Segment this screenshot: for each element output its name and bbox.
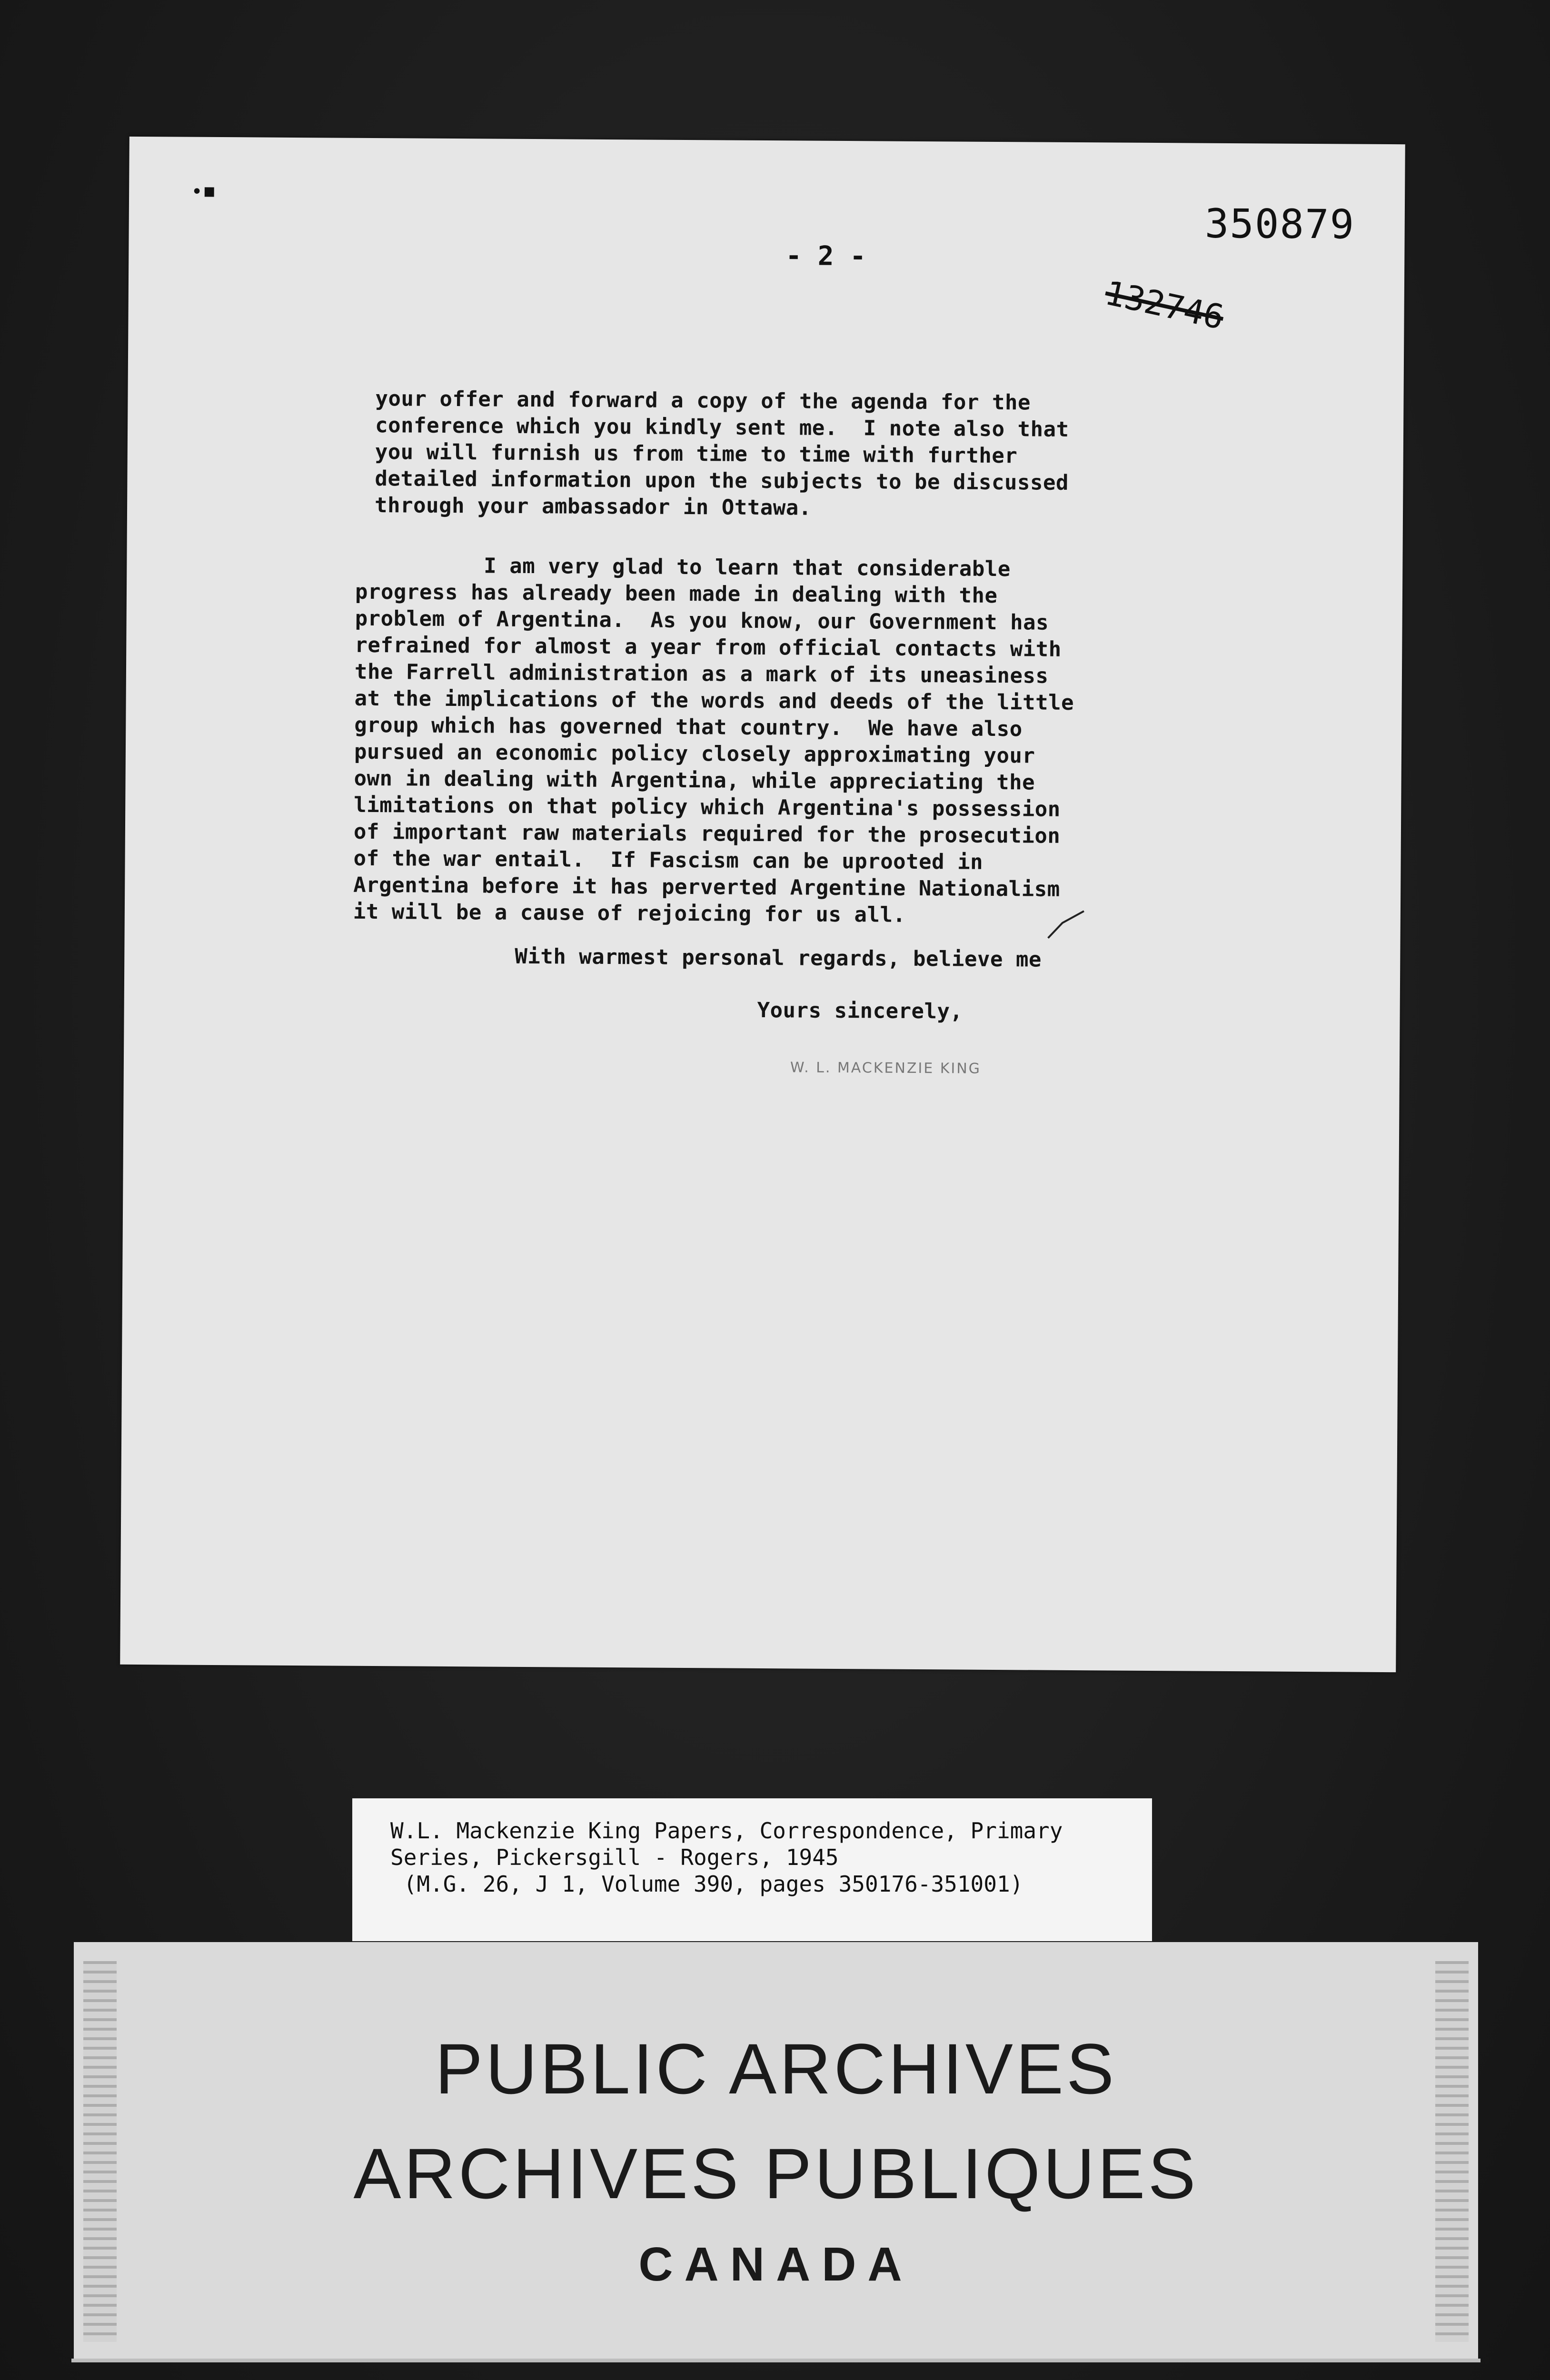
sign-off: Yours sincerely, bbox=[757, 998, 963, 1024]
corner-mark: ∙▪ bbox=[190, 179, 216, 202]
closing-line: With warmest personal regards, believe me bbox=[515, 944, 1042, 972]
bottom-rule bbox=[71, 2359, 1480, 2362]
paragraph-1: your offer and forward a copy of the agenda for the conference which you kindly sent me. I note also that you will furnish us from time to time with further detailed information upon the subjects to be discussed through your ambassador in Ottawa. bbox=[374, 387, 1069, 520]
letter-page bbox=[120, 137, 1405, 1672]
banner-line-country: CANADA bbox=[638, 2238, 914, 2291]
page-stamp-number: 350879 bbox=[1204, 200, 1355, 248]
archives-banner bbox=[74, 1942, 1478, 2359]
citation-label bbox=[352, 1798, 1152, 1941]
crossed-out-stamp-number: 132746 bbox=[1101, 273, 1228, 337]
check-mark-icon bbox=[1043, 909, 1086, 942]
paragraph-2: I am very glad to learn that considerable progress has already been made in dealing with the problem of Argentina. As you know, our Government has refrained for almost a year from official contacts with the Farrell administration as a mark of its uneasiness at the implications of the words and deeds of the little group which has governed that country. We have also pursued an economic policy closely approximating your own in dealing with Argentina, while appreciating the limitations on that policy which Argentina's possession of important raw materials required for the prosecution of the war entail. If Fascism can be uprooted in Argentina before it has perverted Argentine Nationalism it will be a cause of rejoicing for us all. bbox=[353, 553, 1074, 927]
banner-line-french: ARCHIVES PUBLIQUES bbox=[353, 2133, 1199, 2213]
citation-text: W.L. Mackenzie King Papers, Correspondence, Primary Series, Pickersgill - Rogers, 1945 (M.G. 26, J 1, Volume 390, pages 350176-351001) bbox=[390, 1818, 1063, 1897]
banner-line-english: PUBLIC ARCHIVES bbox=[435, 2029, 1117, 2109]
signature-stamp: W. L. MACKENZIE KING bbox=[790, 1059, 982, 1077]
page-number: - 2 - bbox=[785, 240, 866, 272]
